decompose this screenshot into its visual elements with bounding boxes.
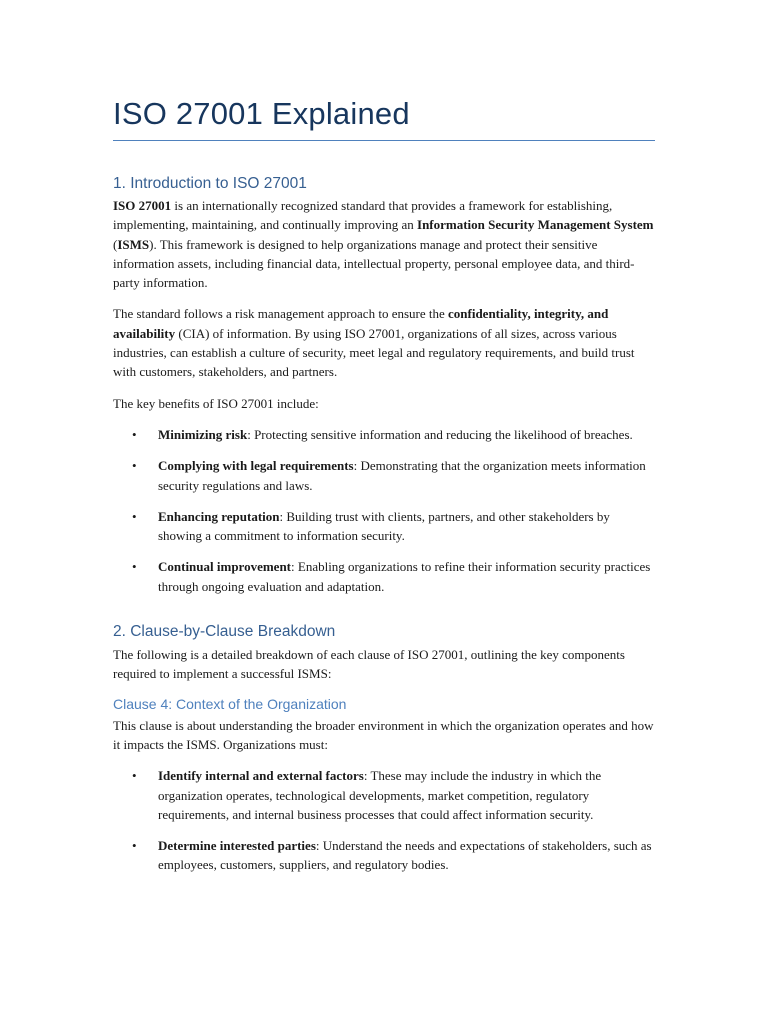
bullet-icon: • [132, 426, 137, 442]
paragraph-text: ( [113, 236, 118, 252]
list-item [113, 766, 655, 824]
paragraph-text: is an internationally recognized standard that provides a framework for establishing, implementing, maintaining, and continually improving an [113, 198, 613, 233]
clause-4-paragraph: This clause is about understanding the broader environment in which the organization operates and how it impacts the ISMS. Organizations must: [113, 717, 654, 752]
subsection-heading-clause-4: Clause 4: Context of the Organization [113, 695, 347, 712]
list-item-text: : Demonstrating that the organization meets information security regulations and laws. [158, 458, 646, 493]
list-item [113, 557, 655, 596]
bullet-icon: • [132, 559, 137, 575]
paragraph-text: The standard follows a risk management approach to ensure the [113, 306, 448, 322]
list-item [113, 507, 655, 546]
risk-approach-paragraph [113, 304, 655, 381]
breakdown-intro-paragraph: The following is a detailed breakdown of each clause of ISO 27001, outlining the key components required to implement a successful ISMS: [113, 647, 625, 682]
list-item-text: : Building trust with clients, partners, and other stakeholders by showing a commitment to information security. [158, 508, 610, 544]
section-heading-clause-breakdown: 2. Clause-by-Clause Breakdown [113, 623, 336, 641]
list-item-term: Continual improvement [158, 559, 292, 575]
bullet-icon: • [132, 838, 137, 854]
list-item-text: : These may include the industry in which the organization operates, technological developments, market competition, regulatory requirements, and internal business processes that could affect information security. [158, 768, 602, 822]
list-item [113, 456, 655, 495]
bullet-icon: • [132, 458, 137, 474]
list-item-term: Determine interested parties [158, 838, 316, 854]
list-item-term: Enhancing reputation [158, 508, 280, 524]
list-item [113, 836, 655, 875]
list-item-term: Complying with legal requirements [158, 458, 354, 474]
list-item-text: : Protecting sensitive information and reducing the likelihood of breaches. [247, 426, 633, 442]
bullet-icon: • [132, 768, 137, 784]
paragraph-text: ). This framework is designed to help organizations manage and protect their sensitive information assets, including financial data, intellectual property, personal employee data, and third-party information. [113, 236, 635, 291]
bullet-icon: • [132, 508, 137, 524]
list-item-term: Minimizing risk [158, 426, 248, 442]
paragraph-text: (CIA) of information. By using ISO 27001, organizations of all sizes, across various industries, can establish a culture of security, meet legal and regulatory requirements, and build trust with customers, stakeholders, and partners. [113, 325, 635, 380]
section-heading-introduction: 1. Introduction to ISO 27001 [113, 175, 307, 192]
clause-4-list [113, 766, 655, 874]
list-item-term: Identify internal and external factors [158, 768, 364, 784]
benefits-list [113, 425, 655, 596]
bold-term: Information Security Management System [417, 217, 654, 233]
list-item-text: : Enabling organizations to refine their information security practices through ongoing evaluation and adaptation. [158, 559, 651, 594]
bold-term: ISMS [117, 236, 150, 252]
benefits-intro-paragraph: The key benefits of ISO 27001 include: [113, 395, 319, 411]
bold-term: confidentiality, integrity, and availability [113, 306, 609, 341]
list-item-text: : Understand the needs and expectations of stakeholders, such as employees, customers, suppliers, and regulatory bodies. [158, 838, 652, 873]
list-item [113, 425, 655, 444]
bold-term: ISO 27001 [113, 198, 172, 213]
intro-paragraph [113, 196, 655, 292]
document-title: ISO 27001 Explained [113, 0, 655, 141]
